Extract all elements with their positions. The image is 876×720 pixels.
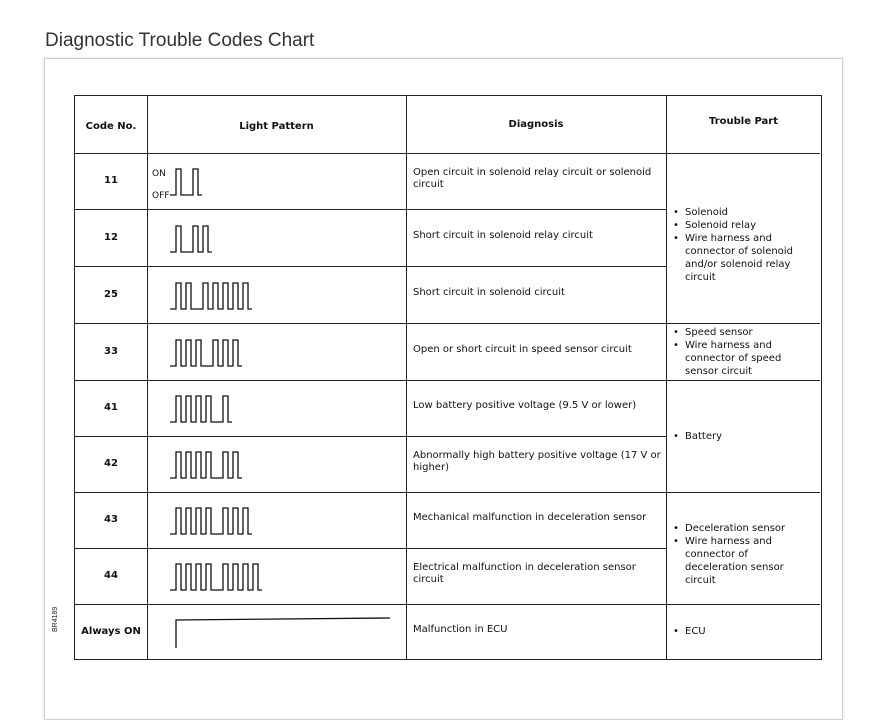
trouble-part-item: • Solenoid bbox=[673, 206, 813, 219]
group-divider bbox=[666, 323, 820, 324]
column-divider bbox=[147, 96, 148, 659]
trouble-part-list bbox=[673, 522, 813, 587]
trouble-part-item: • Wire harness and connector of speed sensor circuit bbox=[673, 339, 813, 378]
row-divider bbox=[75, 492, 666, 493]
row-divider bbox=[75, 323, 666, 324]
row-divider bbox=[75, 436, 666, 437]
row-divider bbox=[75, 380, 666, 381]
code-number: 25 bbox=[104, 288, 118, 300]
trouble-part-items bbox=[673, 625, 813, 638]
trouble-part-items bbox=[673, 206, 813, 284]
trouble-part-list bbox=[673, 625, 813, 638]
trouble-part-list bbox=[673, 326, 813, 378]
document-id: BR4189 bbox=[52, 606, 59, 632]
row-divider bbox=[75, 604, 666, 605]
light-pattern-waveform bbox=[170, 277, 410, 317]
diagnosis-text: Open circuit in solenoid relay circuit or solenoid circuit bbox=[413, 167, 652, 190]
diagnosis-text: Mechanical malfunction in deceleration sensor bbox=[413, 512, 647, 523]
code-number: 12 bbox=[104, 231, 118, 243]
light-pattern-waveform bbox=[170, 163, 410, 203]
code-number: 44 bbox=[104, 570, 118, 581]
code-number: 33 bbox=[104, 345, 118, 357]
trouble-part-items bbox=[673, 522, 813, 587]
diagnosis-text: Short circuit in solenoid relay circuit bbox=[413, 229, 593, 241]
light-pattern-waveform bbox=[170, 446, 410, 486]
code-number: 43 bbox=[104, 514, 118, 525]
light-pattern-waveform bbox=[170, 334, 410, 374]
off-label: OFF bbox=[152, 191, 170, 201]
header-diagnosis: Diagnosis bbox=[508, 119, 564, 130]
diagnosis-text: Open or short circuit in speed sensor circuit bbox=[413, 343, 632, 355]
header-code: Code No. bbox=[85, 121, 137, 132]
light-pattern-waveform bbox=[170, 502, 410, 542]
trouble-part-item: • Battery bbox=[673, 430, 813, 443]
group-divider bbox=[666, 492, 820, 493]
trouble-part-item: • Wire harness and connector of deceleration sensor circuit bbox=[673, 535, 813, 587]
group-divider bbox=[666, 604, 820, 605]
row-divider bbox=[75, 266, 666, 267]
header-light-pattern: Light Pattern bbox=[239, 121, 314, 132]
row-divider bbox=[75, 209, 666, 210]
trouble-part-item: • Speed sensor bbox=[673, 326, 813, 339]
row-divider bbox=[75, 548, 666, 549]
code-number: 11 bbox=[104, 175, 118, 186]
trouble-part-list bbox=[673, 430, 813, 443]
trouble-part-item: • Wire harness and connector of solenoid and/or solenoid relay circuit bbox=[673, 232, 813, 284]
trouble-part-item: • Deceleration sensor bbox=[673, 522, 813, 535]
diagnosis-text: Malfunction in ECU bbox=[413, 623, 508, 635]
light-pattern-waveform bbox=[170, 220, 410, 260]
diagnosis-text: Short circuit in solenoid circuit bbox=[413, 286, 565, 298]
page-title: Diagnostic Trouble Codes Chart bbox=[45, 30, 315, 51]
column-divider bbox=[666, 96, 667, 659]
header-divider bbox=[75, 153, 820, 154]
trouble-part-item: • Solenoid relay bbox=[673, 219, 813, 232]
trouble-part-list bbox=[673, 206, 813, 284]
code-number: 41 bbox=[104, 402, 118, 413]
trouble-codes-table bbox=[74, 95, 822, 660]
trouble-part-item: • ECU bbox=[673, 625, 813, 638]
code-number: Always ON bbox=[81, 625, 141, 637]
group-divider bbox=[666, 380, 820, 381]
diagnosis-text: Abnormally high battery positive voltage (17 V or higher) bbox=[413, 450, 661, 473]
on-label: ON bbox=[152, 169, 166, 179]
light-pattern-waveform bbox=[170, 390, 410, 430]
trouble-part-items bbox=[673, 430, 813, 443]
code-number: 42 bbox=[104, 458, 118, 469]
header-trouble-part: Trouble Part bbox=[708, 116, 778, 127]
diagnosis-text: Electrical malfunction in deceleration sensor circuit bbox=[413, 562, 636, 585]
light-pattern-waveform bbox=[170, 614, 400, 654]
light-pattern-waveform bbox=[170, 558, 410, 598]
diagnosis-text: Low battery positive voltage (9.5 V or lower) bbox=[413, 400, 637, 411]
trouble-part-items bbox=[673, 326, 813, 378]
